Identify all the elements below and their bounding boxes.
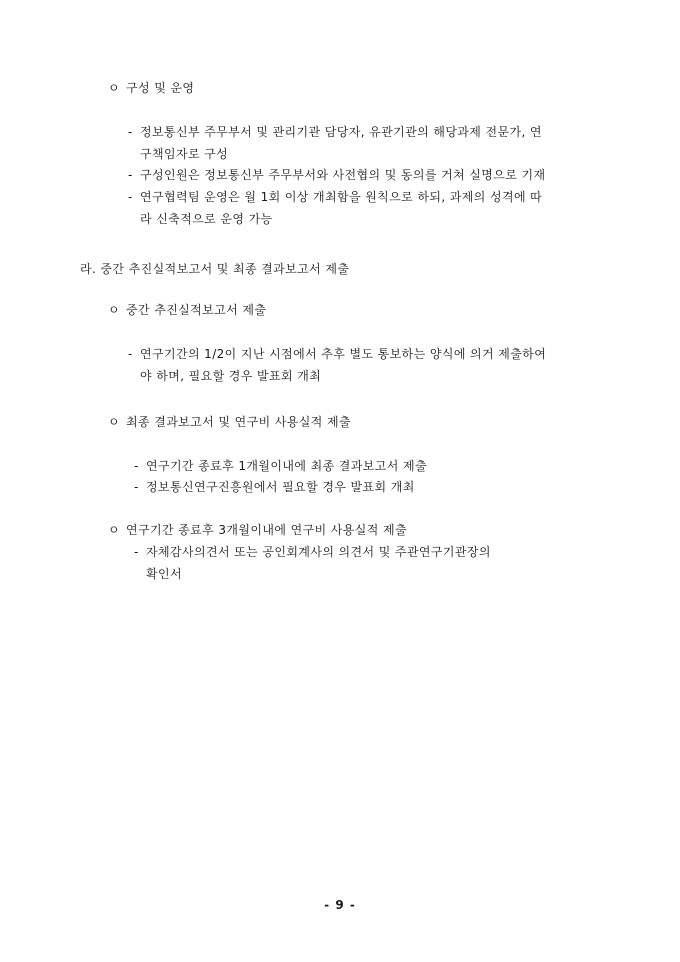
item-text: 연구기간 종료후 1개월이내에 최종 결과보고서 제출 (146, 459, 427, 473)
list-item (128, 189, 542, 205)
part-heading: 라. 중간 추진실적보고서 및 최종 결과보고서 제출 (80, 262, 350, 276)
bullet-symbol: ㅇ (108, 415, 120, 429)
dash-symbol: - (128, 347, 133, 361)
list-item (134, 544, 491, 560)
item-text: 자체감사의견서 또는 공인회계사의 의견서 및 주관연구기관장의 (146, 545, 491, 559)
bullet-symbol: ㅇ (108, 81, 120, 95)
item-text: 연구기간의 1/2이 지난 시점에서 추후 별도 통보하는 양식에 의거 제출하여 (140, 347, 547, 361)
list-item-continuation: 확인서 (146, 567, 182, 581)
subsection-heading (108, 522, 407, 538)
item-text: 구성인원은 정보통신부 주무부서와 사전협의 및 동의를 거쳐 실명으로 기재 (140, 168, 546, 182)
dash-symbol: - (128, 190, 133, 204)
bullet-symbol: ㅇ (108, 303, 120, 317)
list-item (134, 479, 415, 495)
dash-symbol: - (134, 480, 139, 494)
subsection-heading (108, 414, 351, 430)
dash-symbol: - (134, 545, 139, 559)
list-item-continuation: 구책임자로 구성 (140, 147, 229, 161)
heading-text: 중간 추진실적보고서 제출 (126, 303, 267, 317)
list-item-continuation: 야 하며, 필요할 경우 발표회 개최 (140, 369, 322, 383)
list-item (128, 346, 546, 362)
item-text: 정보통신부 주무부서 및 관리기관 담당자, 유관기관의 해당과제 전문가, 연 (140, 125, 542, 139)
subsection-heading (108, 302, 266, 318)
bullet-symbol: ㅇ (108, 523, 120, 537)
dash-symbol: - (128, 168, 133, 182)
list-item (128, 167, 545, 183)
heading-text: 구성 및 운영 (126, 81, 195, 95)
list-item (134, 458, 427, 474)
heading-text: 최종 결과보고서 및 연구비 사용실적 제출 (126, 415, 351, 429)
dash-symbol: - (128, 125, 133, 139)
item-text: 정보통신연구진흥원에서 필요할 경우 발표회 개최 (146, 480, 415, 494)
section-heading (108, 80, 194, 96)
dash-symbol: - (134, 459, 139, 473)
list-item-continuation: 라 신축적으로 운영 가능 (140, 212, 273, 226)
heading-text: 연구기간 종료후 3개월이내에 연구비 사용실적 제출 (126, 523, 407, 537)
list-item (128, 124, 542, 140)
item-text: 연구협력팀 운영은 월 1회 이상 개최함을 원칙으로 하되, 과제의 성격에 따 (140, 190, 543, 204)
page-number: - 9 - (324, 898, 356, 912)
